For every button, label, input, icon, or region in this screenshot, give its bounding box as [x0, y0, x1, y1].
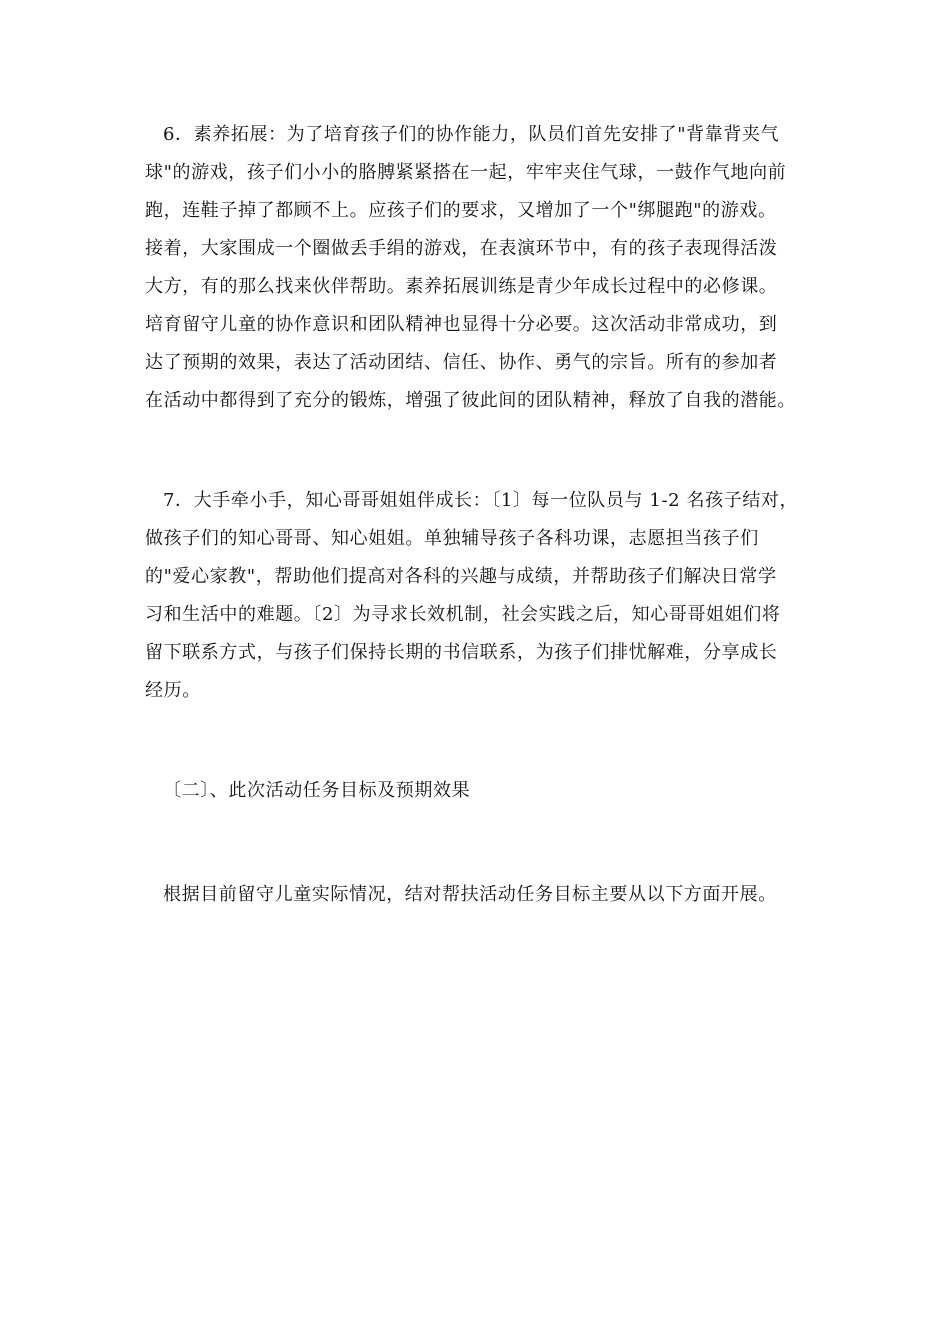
- paragraph-line: 习和生活中的难题。〔2〕为寻求长效机制，社会实践之后，知心哥哥姐姐们将: [145, 604, 781, 625]
- section-heading: 〔二〕、此次活动任务目标及预期效果: [163, 780, 471, 801]
- paragraph-line: 留下联系方式，与孩子们保持长期的书信联系，为孩子们排忧解难，分享成长: [145, 642, 778, 663]
- paragraph-line: 达了预期的效果，表达了活动团结、信任、协作、勇气的宗旨。所有的参加者: [145, 352, 778, 373]
- closing-paragraph: 根据目前留守儿童实际情况，结对帮扶活动任务目标主要从以下方面开展。: [163, 884, 777, 905]
- paragraph-line: 球"的游戏，孩子们小小的胳膊紧紧搭在一起，牢牢夹住气球，一鼓作气地向前: [145, 162, 787, 183]
- paragraph-line: 做孩子们的知心哥哥、知心姐姐。单独辅导孩子各科功课，志愿担当孩子们: [145, 528, 759, 549]
- paragraph-line: 跑，连鞋子掉了都顾不上。应孩子们的要求，又增加了一个"绑腿跑"的游戏。: [145, 200, 777, 221]
- paragraph-line: 大方，有的那么找来伙伴帮助。素养拓展训练是青少年成长过程中的必修课。: [145, 276, 778, 297]
- paragraph-line: 在活动中都得到了充分的锻炼，增强了彼此间的团队精神，释放了自我的潜能。: [145, 390, 796, 411]
- paragraph-line: 7．大手牵小手，知心哥哥姐姐伴成长：〔1〕每一位队员与 1-2 名孩子结对，: [163, 490, 799, 511]
- paragraph-line: 经历。: [145, 680, 201, 701]
- paragraph-line: 接着，大家围成一个圈做丢手绢的游戏，在表演环节中，有的孩子表现得活泼: [145, 238, 778, 259]
- paragraph-line: 培育留守儿童的协作意识和团队精神也显得十分必要。这次活动非常成功，到: [145, 314, 778, 335]
- paragraph-line: 6．素养拓展：为了培育孩子们的协作能力，队员们首先安排了"背靠背夹气: [163, 124, 780, 145]
- paragraph-line: 的"爱心家教"，帮助他们提高对各科的兴趣与成绩，并帮助孩子们解决日常学: [145, 566, 777, 587]
